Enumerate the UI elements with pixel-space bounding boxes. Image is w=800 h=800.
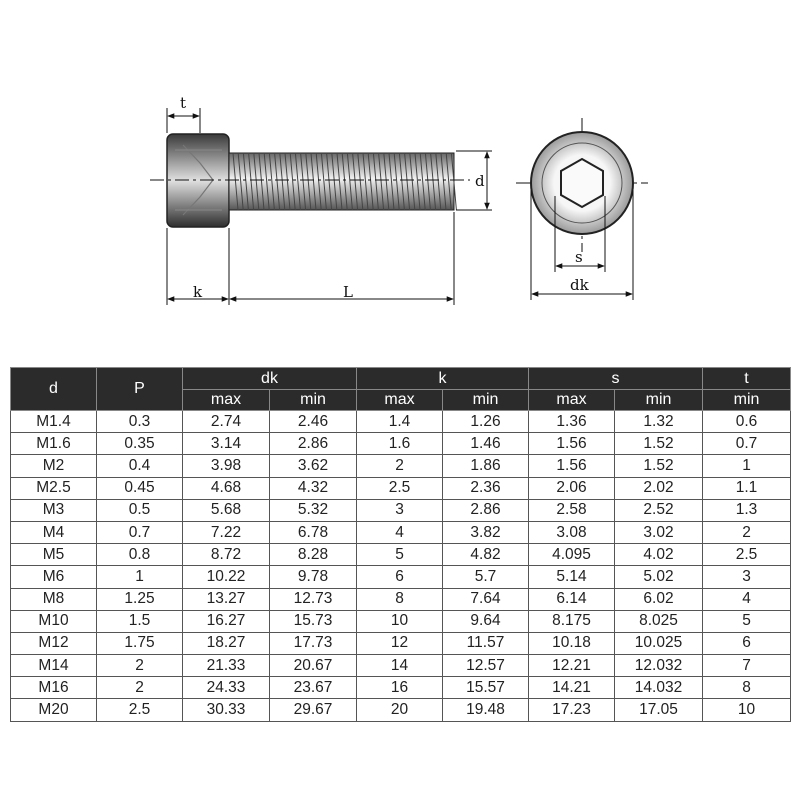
table-cell: 2.5 <box>357 477 443 499</box>
table-cell: 0.7 <box>97 521 183 543</box>
header-d: d <box>11 368 97 411</box>
header-k-max: max <box>357 390 443 411</box>
label-L: L <box>343 283 353 301</box>
label-dk: dk <box>570 276 589 294</box>
table-cell: 0.35 <box>97 433 183 455</box>
header-dk-min: min <box>270 390 357 411</box>
table-cell: 1.56 <box>529 455 615 477</box>
table-cell: 20 <box>357 699 443 721</box>
table-cell: M10 <box>11 610 97 632</box>
table-cell: 1.56 <box>529 433 615 455</box>
table-cell: 1.5 <box>97 610 183 632</box>
table-row <box>11 455 791 477</box>
table-cell: 0.3 <box>97 411 183 433</box>
table-cell: 13.27 <box>183 588 270 610</box>
table-cell: 17.05 <box>615 699 703 721</box>
table-row <box>11 521 791 543</box>
label-k: k <box>193 283 203 301</box>
table-cell: 1 <box>703 455 791 477</box>
table-cell: 11.57 <box>443 632 529 654</box>
table-cell: 5 <box>703 610 791 632</box>
table-cell: 12.73 <box>270 588 357 610</box>
table-cell: 2 <box>357 455 443 477</box>
table-cell: 0.7 <box>703 433 791 455</box>
table-cell: 3.62 <box>270 455 357 477</box>
table-row <box>11 544 791 566</box>
table-cell: 4.02 <box>615 544 703 566</box>
header-p: P <box>97 368 183 411</box>
table-cell: 4.095 <box>529 544 615 566</box>
table-cell: 2.06 <box>529 477 615 499</box>
header-s: s <box>529 368 703 390</box>
table-cell: 10 <box>357 610 443 632</box>
table-cell: 1.26 <box>443 411 529 433</box>
table-cell: 5 <box>357 544 443 566</box>
table-cell: 1.4 <box>357 411 443 433</box>
header-t: t <box>703 368 791 390</box>
table-cell: 24.33 <box>183 677 270 699</box>
screw-dimension-drawing <box>0 0 800 330</box>
table-cell: M1.6 <box>11 433 97 455</box>
table-cell: 17.73 <box>270 632 357 654</box>
screw-spec-table <box>10 367 791 722</box>
table-cell: 5.68 <box>183 499 270 521</box>
table-row <box>11 610 791 632</box>
table-row <box>11 499 791 521</box>
table-cell: 1.86 <box>443 455 529 477</box>
table-cell: 8.28 <box>270 544 357 566</box>
table-cell: 3.14 <box>183 433 270 455</box>
table-row <box>11 655 791 677</box>
table-cell: 2.5 <box>97 699 183 721</box>
header-s-max: max <box>529 390 615 411</box>
table-cell: 4.32 <box>270 477 357 499</box>
table-cell: 1 <box>97 566 183 588</box>
table-cell: M8 <box>11 588 97 610</box>
table-cell: 1.25 <box>97 588 183 610</box>
table-cell: 3 <box>357 499 443 521</box>
table-cell: 2.86 <box>443 499 529 521</box>
table-cell: 6.02 <box>615 588 703 610</box>
table-cell: 2.36 <box>443 477 529 499</box>
table-cell: M12 <box>11 632 97 654</box>
table-cell: 3.82 <box>443 521 529 543</box>
table-cell: 8 <box>703 677 791 699</box>
table-cell: 1.75 <box>97 632 183 654</box>
table-cell: 2.02 <box>615 477 703 499</box>
table-cell: 12.21 <box>529 655 615 677</box>
table-cell: 8.175 <box>529 610 615 632</box>
table-cell: 1.52 <box>615 455 703 477</box>
table-cell: 10.22 <box>183 566 270 588</box>
table-cell: 10 <box>703 699 791 721</box>
spec-table-body <box>11 411 791 722</box>
table-cell: 6 <box>357 566 443 588</box>
table-cell: 18.27 <box>183 632 270 654</box>
table-cell: 2.46 <box>270 411 357 433</box>
header-k: k <box>357 368 529 390</box>
table-cell: 2 <box>703 521 791 543</box>
table-cell: 3 <box>703 566 791 588</box>
screw-shank-threaded <box>229 153 456 210</box>
table-cell: 15.73 <box>270 610 357 632</box>
table-cell: 7.64 <box>443 588 529 610</box>
table-cell: 0.4 <box>97 455 183 477</box>
table-cell: 6 <box>703 632 791 654</box>
table-cell: 5.32 <box>270 499 357 521</box>
table-cell: 4.68 <box>183 477 270 499</box>
table-row <box>11 632 791 654</box>
table-cell: 20.67 <box>270 655 357 677</box>
table-cell: 8.025 <box>615 610 703 632</box>
header-s-min: min <box>615 390 703 411</box>
table-cell: 2.86 <box>270 433 357 455</box>
table-cell: 16 <box>357 677 443 699</box>
table-cell: 4.82 <box>443 544 529 566</box>
table-cell: 16.27 <box>183 610 270 632</box>
table-cell: 29.67 <box>270 699 357 721</box>
table-cell: 3.98 <box>183 455 270 477</box>
table-cell: 12.57 <box>443 655 529 677</box>
table-cell: 1.52 <box>615 433 703 455</box>
table-cell: 21.33 <box>183 655 270 677</box>
table-cell: 1.3 <box>703 499 791 521</box>
table-cell: 7 <box>703 655 791 677</box>
table-cell: 10.18 <box>529 632 615 654</box>
table-cell: M2 <box>11 455 97 477</box>
table-cell: 8 <box>357 588 443 610</box>
table-row <box>11 588 791 610</box>
table-cell: M1.4 <box>11 411 97 433</box>
table-cell: 1.6 <box>357 433 443 455</box>
table-cell: 5.7 <box>443 566 529 588</box>
table-cell: 8.72 <box>183 544 270 566</box>
table-row <box>11 477 791 499</box>
table-cell: 2.5 <box>703 544 791 566</box>
table-cell: 0.8 <box>97 544 183 566</box>
table-cell: 5.02 <box>615 566 703 588</box>
table-cell: 2.58 <box>529 499 615 521</box>
table-cell: 19.48 <box>443 699 529 721</box>
table-cell: 1.32 <box>615 411 703 433</box>
table-cell: 10.025 <box>615 632 703 654</box>
label-t: t <box>180 94 187 112</box>
table-cell: 7.22 <box>183 521 270 543</box>
table-cell: 14 <box>357 655 443 677</box>
table-cell: 12 <box>357 632 443 654</box>
table-cell: 17.23 <box>529 699 615 721</box>
table-cell: M4 <box>11 521 97 543</box>
table-row <box>11 699 791 721</box>
table-cell: 14.21 <box>529 677 615 699</box>
table-row <box>11 411 791 433</box>
header-dk: dk <box>183 368 357 390</box>
table-row <box>11 433 791 455</box>
table-cell: 9.78 <box>270 566 357 588</box>
table-cell: 3.08 <box>529 521 615 543</box>
label-d: d <box>475 172 485 190</box>
label-s: s <box>575 248 583 266</box>
table-cell: 3.02 <box>615 521 703 543</box>
table-cell: M3 <box>11 499 97 521</box>
table-cell: 2.74 <box>183 411 270 433</box>
header-t-min: min <box>703 390 791 411</box>
table-cell: 2.52 <box>615 499 703 521</box>
table-cell: M2.5 <box>11 477 97 499</box>
table-cell: M14 <box>11 655 97 677</box>
table-cell: 15.57 <box>443 677 529 699</box>
header-dk-max: max <box>183 390 270 411</box>
table-cell: 30.33 <box>183 699 270 721</box>
table-row <box>11 566 791 588</box>
table-cell: 2 <box>97 655 183 677</box>
table-cell: 12.032 <box>615 655 703 677</box>
table-cell: 0.45 <box>97 477 183 499</box>
t-dimension <box>167 94 200 133</box>
table-cell: M20 <box>11 699 97 721</box>
table-cell: 4 <box>357 521 443 543</box>
table-cell: 1.36 <box>529 411 615 433</box>
table-cell: 0.5 <box>97 499 183 521</box>
table-cell: 9.64 <box>443 610 529 632</box>
table-cell: M5 <box>11 544 97 566</box>
table-cell: M6 <box>11 566 97 588</box>
table-cell: 5.14 <box>529 566 615 588</box>
table-cell: 1.46 <box>443 433 529 455</box>
screw-head-end-view <box>516 118 648 300</box>
header-k-min: min <box>443 390 529 411</box>
table-row <box>11 677 791 699</box>
table-cell: 4 <box>703 588 791 610</box>
table-cell: 2 <box>97 677 183 699</box>
table-cell: 6.14 <box>529 588 615 610</box>
table-cell: 6.78 <box>270 521 357 543</box>
table-cell: M16 <box>11 677 97 699</box>
table-cell: 1.1 <box>703 477 791 499</box>
table-cell: 14.032 <box>615 677 703 699</box>
table-cell: 0.6 <box>703 411 791 433</box>
table-cell: 23.67 <box>270 677 357 699</box>
